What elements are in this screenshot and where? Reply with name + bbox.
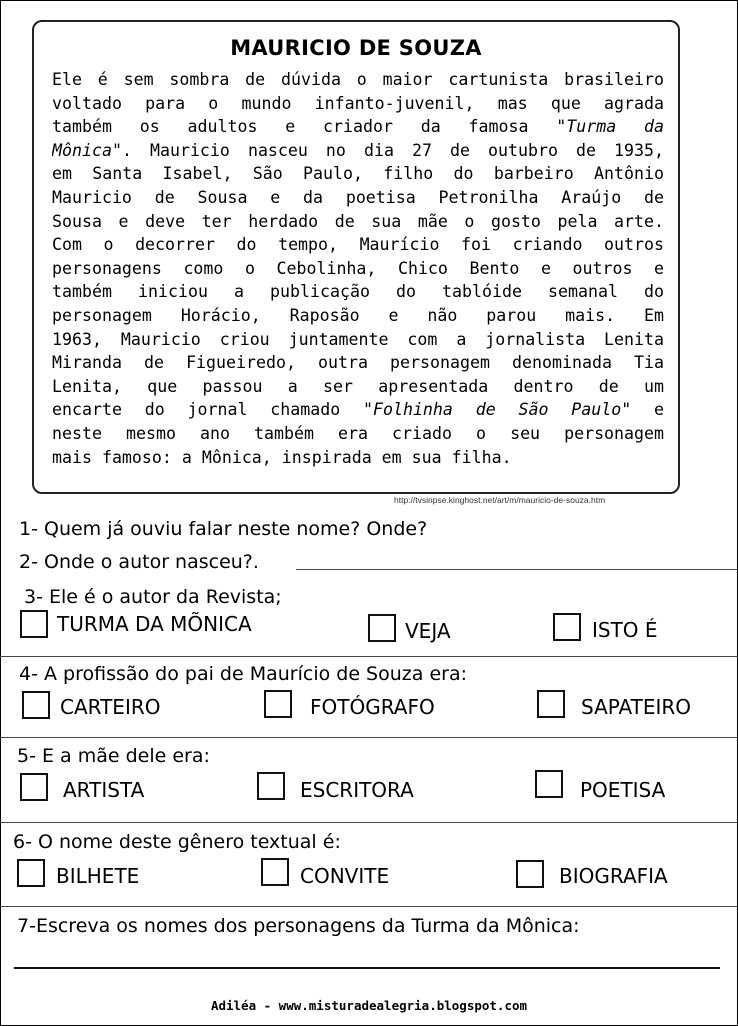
q5-option-2-label: ESCRITORA <box>300 778 414 802</box>
q5-option-1-checkbox[interactable] <box>20 773 48 801</box>
biography-title: MAURICIO DE SOUZA <box>230 36 482 60</box>
q5-option-2-checkbox[interactable] <box>257 772 285 800</box>
biography-italic-text: Folhinha de São Paulo <box>372 400 622 420</box>
q6-option-3-label: BIOGRAFIA <box>559 864 668 888</box>
biography-line <box>52 186 664 210</box>
biography-text-run: personagens como o Cebolinha, Chico Bento e outros e <box>52 258 664 278</box>
biography-text-run: Miranda de Figueiredo, outra personagem denominada Tia <box>52 353 664 373</box>
biography-line <box>52 446 664 470</box>
divider-5 <box>0 822 738 823</box>
question-1: 1- Quem já ouviu falar neste nome? Onde? <box>19 518 428 540</box>
q4-option-3-checkbox[interactable] <box>537 690 565 718</box>
biography-line <box>52 139 664 163</box>
q3-option-3-label: ISTO É <box>592 618 658 642</box>
biography-text-run: personagem Horácio, Raposão e não parou mais. Em <box>52 305 664 325</box>
biography-text-run: Lenita, que passou a ser apresentada dentro de um <box>52 376 664 396</box>
q4-option-1-checkbox[interactable] <box>22 691 50 719</box>
biography-text-run: encarte do jornal chamado " <box>52 400 373 420</box>
biography-text-run: voltado para o mundo infanto-juvenil, mas que agrada <box>52 93 664 113</box>
biography-text-run: " e <box>621 400 664 420</box>
biography-text <box>52 68 664 469</box>
q4-option-3-label: SAPATEIRO <box>581 695 692 719</box>
answer-line-7[interactable] <box>14 967 720 969</box>
q6-option-2-label: CONVITE <box>300 864 390 888</box>
q5-option-3-label: POETISA <box>580 778 666 802</box>
biography-line <box>52 304 664 328</box>
biography-line <box>52 280 664 304</box>
biography-line <box>52 92 664 116</box>
divider-3 <box>0 656 738 657</box>
biography-text-run: 1963, Mauricio criou juntamente com a jornalista Lenita <box>52 329 664 349</box>
question-7: 7-Escreva os nomes dos personagens da Turma da Mônica: <box>17 915 580 937</box>
q5-option-1-label: ARTISTA <box>63 778 145 802</box>
biography-text-run: Sousa e deve ter herdado de sua mãe o gosto pela arte. <box>52 211 664 231</box>
biography-line <box>52 375 664 399</box>
question-4: 4- A profissão do pai de Maurício de Souza era: <box>19 663 467 685</box>
biography-line <box>52 422 664 446</box>
biography-line <box>52 115 664 139</box>
biography-text-run: neste mesmo ano também era criado o seu personagem <box>52 423 664 443</box>
q3-option-3-checkbox[interactable] <box>553 613 581 641</box>
question-3: 3- Ele é o autor da Revista; <box>24 586 282 608</box>
biography-line <box>52 328 664 352</box>
q3-option-1-label: TURMA DA MÕNICA <box>57 612 252 636</box>
biography-text-run: mais famoso: a Mônica, inspirada em sua filha. <box>52 447 512 467</box>
question-2: 2- Onde o autor nasceu?. <box>19 551 259 573</box>
source-url: http://tvsinpse.kinghost.net/art/m/mauricio-de-souza.htm <box>394 495 606 505</box>
q4-option-2-label: FOTÓGRAFO <box>310 695 435 719</box>
biography-line <box>52 257 664 281</box>
biography-line <box>52 210 664 234</box>
biography-text-run: em Santa Isabel, São Paulo, filho do barbeiro Antônio <box>52 164 664 184</box>
q3-option-2-label: VEJA <box>405 619 451 643</box>
biography-text-run: Ele é sem sombra de dúvida o maior cartunista brasileiro <box>52 70 664 89</box>
q6-option-1-checkbox[interactable] <box>17 859 45 887</box>
q4-option-2-checkbox[interactable] <box>264 690 292 718</box>
biography-line <box>52 351 664 375</box>
question-6: 6- O nome deste gênero textual é: <box>13 831 341 853</box>
divider-6 <box>0 906 738 907</box>
biography-line <box>52 233 664 257</box>
question-5: 5- E a mãe dele era: <box>17 745 210 767</box>
biography-text-run: Mauricio de Sousa e da poetisa Petronilha Araújo de <box>52 187 664 207</box>
footer-credit: Adiléa - www.misturadealegria.blogspot.com <box>210 998 528 1013</box>
q4-option-1-label: CARTEIRO <box>60 695 161 719</box>
q6-option-1-label: BILHETE <box>56 864 140 888</box>
q3-option-1-checkbox[interactable] <box>20 610 48 638</box>
biography-text-run: ". Mauricio nasceu no dia 27 de outubro de 1935, <box>111 140 664 160</box>
q3-option-2-checkbox[interactable] <box>368 614 396 642</box>
biography-line <box>52 162 664 186</box>
biography-text-run: também os adultos e criador da famosa " <box>52 117 567 137</box>
biography-italic-text: Turma da <box>566 117 664 137</box>
q5-option-3-checkbox[interactable] <box>535 770 563 798</box>
biography-italic-text: Mônica <box>52 140 112 160</box>
q6-option-2-checkbox[interactable] <box>261 858 289 886</box>
biography-box <box>32 20 680 494</box>
biography-line <box>52 68 664 92</box>
q6-option-3-checkbox[interactable] <box>516 860 544 888</box>
biography-text-run: Com o decorrer do tempo, Maurício foi criando outros <box>52 235 664 255</box>
divider-4 <box>0 737 738 738</box>
biography-line <box>52 398 664 422</box>
answer-line-2 <box>296 569 738 570</box>
biography-text-run: também iniciou a publicação do tablóide semanal do <box>52 282 664 302</box>
